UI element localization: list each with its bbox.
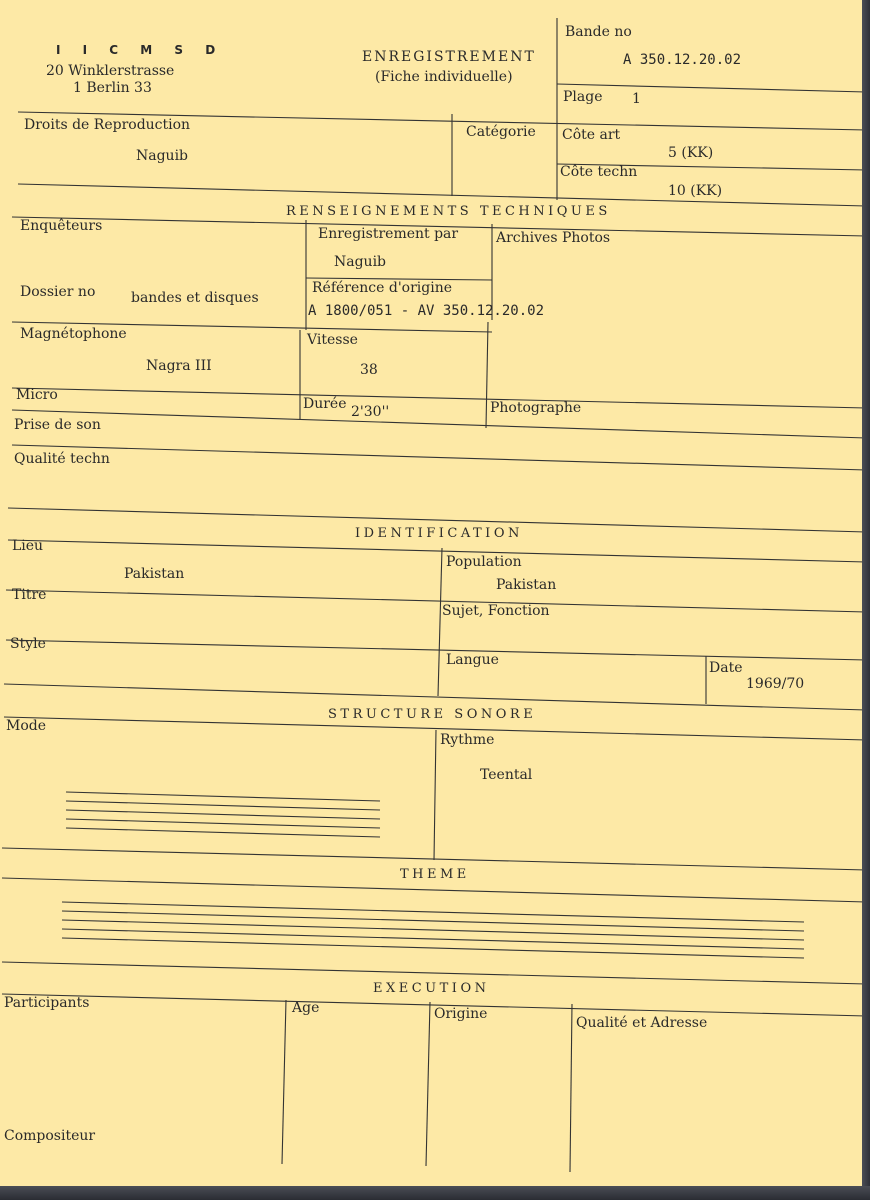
origine-label: Origine xyxy=(434,1006,488,1022)
dossier-label: Dossier no xyxy=(20,284,96,300)
scan-edge-right xyxy=(862,0,870,1200)
org-address-street: 20 Winklerstrasse xyxy=(46,63,175,79)
mode-label: Mode xyxy=(6,718,47,734)
photographe-label: Photographe xyxy=(490,400,582,416)
bande-value: A 350.12.20.02 xyxy=(623,52,742,68)
titre-label: Titre xyxy=(12,587,47,603)
vitesse-label: Vitesse xyxy=(307,332,358,348)
rythme-value: Teental xyxy=(480,767,533,783)
date-label: Date xyxy=(709,660,743,676)
magneto-value: Nagra III xyxy=(146,358,212,374)
prise-de-son-label: Prise de son xyxy=(14,417,101,433)
ref-value: A 1800/051 - AV 350.12.20.02 xyxy=(308,303,545,319)
sujet-label: Sujet, Fonction xyxy=(442,603,550,619)
enreg-par-value: Naguib xyxy=(334,254,387,270)
participants-label: Participants xyxy=(4,995,90,1011)
cote-techn-label: Côte techn xyxy=(560,164,638,180)
scan-edge-bottom xyxy=(0,1186,870,1200)
age-label: Age xyxy=(292,1000,320,1016)
lieu-value: Pakistan xyxy=(124,566,185,582)
ref-label: Référence d'origine xyxy=(312,280,453,296)
duree-label: Durée xyxy=(303,396,347,412)
population-value: Pakistan xyxy=(496,577,557,593)
population-label: Population xyxy=(446,554,522,570)
date-value: 1969/70 xyxy=(746,676,805,692)
bande-label: Bande no xyxy=(565,24,632,40)
compositeur-label: Compositeur xyxy=(4,1128,96,1144)
section-title-theme: THEME xyxy=(400,867,470,882)
section-title-execution: EXECUTION xyxy=(373,981,490,996)
qualite-adresse-label: Qualité et Adresse xyxy=(576,1015,708,1031)
enreg-par-label: Enregistrement par xyxy=(318,226,459,242)
org-address-city: 1 Berlin 33 xyxy=(73,80,152,96)
section-title-identification: IDENTIFICATION xyxy=(355,526,523,541)
archives-label: Archives Photos xyxy=(496,230,611,246)
vitesse-value: 38 xyxy=(360,362,378,378)
style-label: Style xyxy=(10,636,46,652)
org-logo-text: I I C M S D xyxy=(56,43,225,57)
duree-value: 2'30'' xyxy=(351,404,390,420)
rythme-label: Rythme xyxy=(440,732,495,748)
qualite-techn-label: Qualité techn xyxy=(14,451,110,467)
magneto-label: Magnétophone xyxy=(20,326,127,342)
section-title-technical: RENSEIGNEMENTS TECHNIQUES xyxy=(286,204,611,219)
form-subtitle: (Fiche individuelle) xyxy=(375,69,513,85)
cote-art-value: 5 (KK) xyxy=(668,145,714,161)
enqueteurs-label: Enquêteurs xyxy=(20,218,103,234)
langue-label: Langue xyxy=(446,652,499,668)
categorie-label: Catégorie xyxy=(466,124,536,140)
micro-label: Micro xyxy=(16,387,58,403)
droits-label: Droits de Reproduction xyxy=(24,117,191,133)
lieu-label: Lieu xyxy=(12,538,44,554)
section-title-structure: STRUCTURE SONORE xyxy=(328,707,537,722)
plage-value: 1 xyxy=(632,91,641,107)
dossier-value: bandes et disques xyxy=(131,290,259,306)
cote-techn-value: 10 (KK) xyxy=(668,183,723,199)
plage-label: Plage xyxy=(563,89,603,105)
cote-art-label: Côte art xyxy=(562,127,621,143)
form-title: ENREGISTREMENT xyxy=(362,49,536,65)
droits-value: Naguib xyxy=(136,148,189,164)
